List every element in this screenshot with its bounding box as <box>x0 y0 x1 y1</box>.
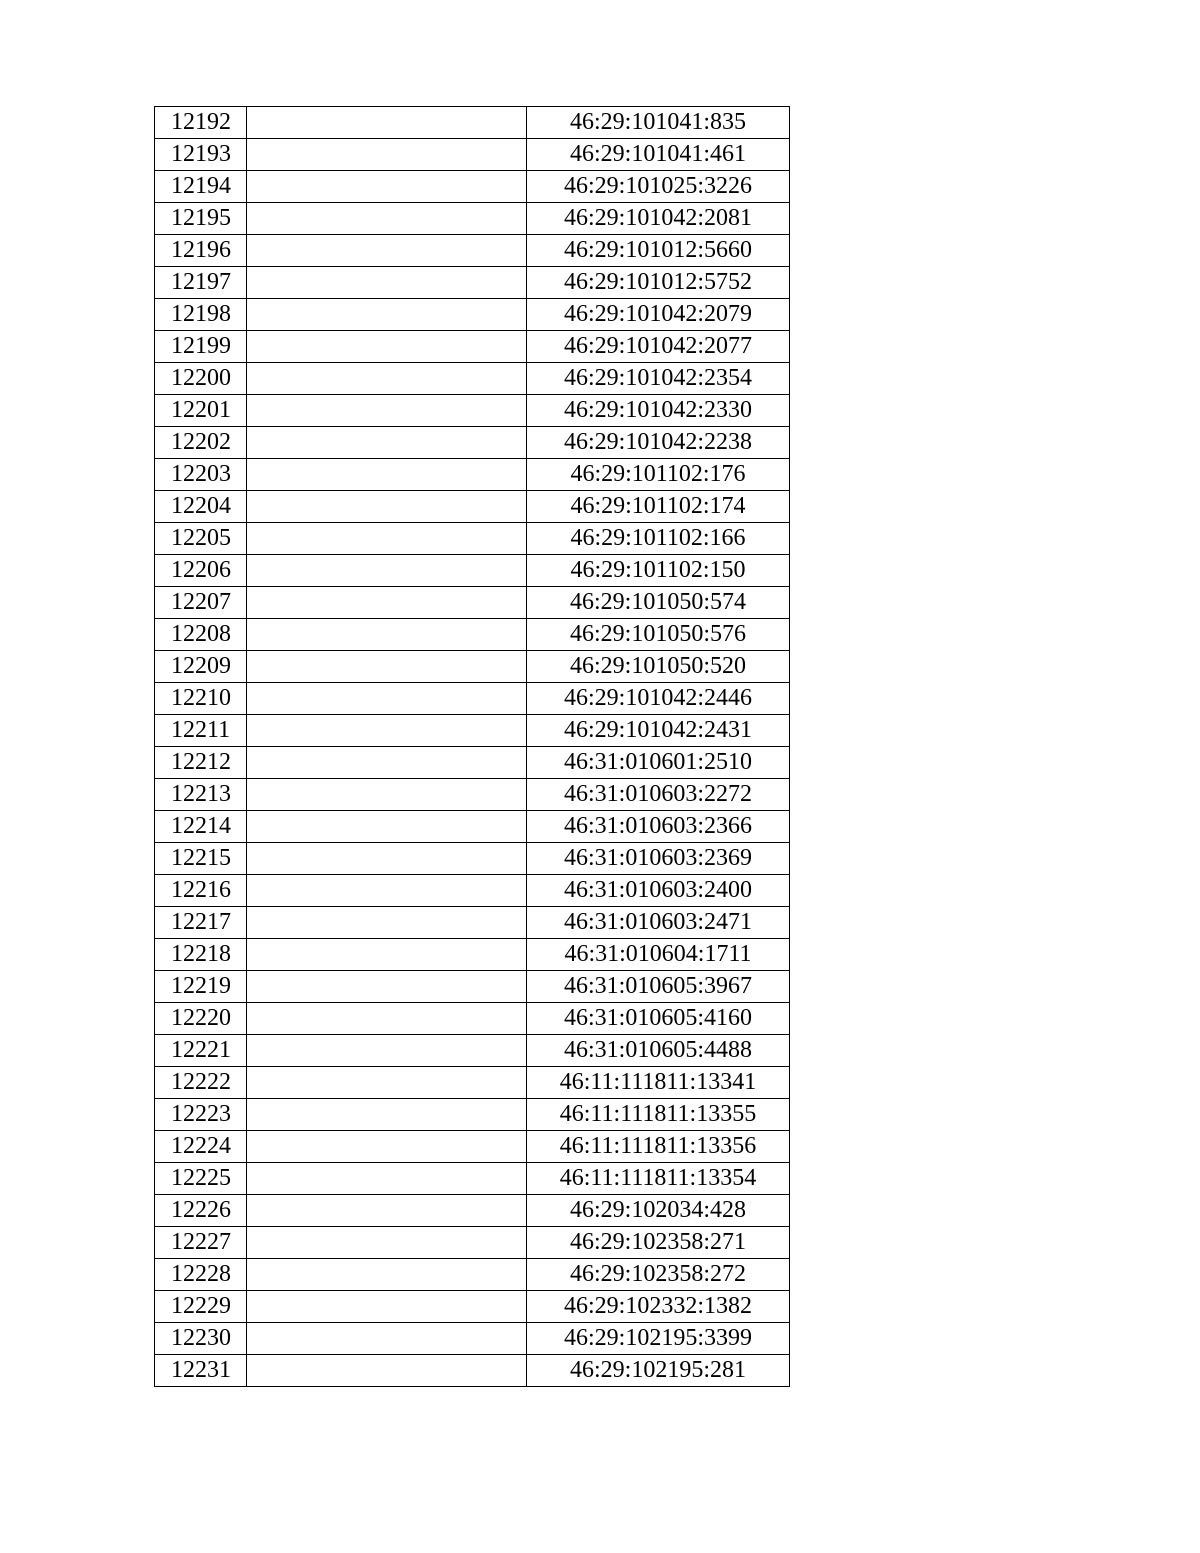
name-cell <box>247 331 527 363</box>
row-number-cell: 12219 <box>155 971 247 1003</box>
cadastral-number-cell: 46:11:111811:13341 <box>527 1067 790 1099</box>
cadastral-number-cell: 46:29:101102:166 <box>527 523 790 555</box>
table-row <box>155 1003 790 1035</box>
table-row <box>155 299 790 331</box>
name-cell <box>247 843 527 875</box>
row-number-cell: 12203 <box>155 459 247 491</box>
row-number-cell: 12207 <box>155 587 247 619</box>
table-row <box>155 203 790 235</box>
row-number-cell: 12205 <box>155 523 247 555</box>
table-row <box>155 811 790 843</box>
table-row <box>155 1227 790 1259</box>
row-number-cell: 12221 <box>155 1035 247 1067</box>
name-cell <box>247 107 527 139</box>
row-number-cell: 12199 <box>155 331 247 363</box>
row-number-cell: 12196 <box>155 235 247 267</box>
name-cell <box>247 1195 527 1227</box>
name-cell <box>247 939 527 971</box>
name-cell <box>247 491 527 523</box>
name-cell <box>247 1323 527 1355</box>
table-row <box>155 651 790 683</box>
table-row <box>155 715 790 747</box>
cadastral-number-cell: 46:29:101042:2354 <box>527 363 790 395</box>
name-cell <box>247 747 527 779</box>
row-number-cell: 12210 <box>155 683 247 715</box>
name-cell <box>247 971 527 1003</box>
name-cell <box>247 299 527 331</box>
row-number-cell: 12201 <box>155 395 247 427</box>
row-number-cell: 12213 <box>155 779 247 811</box>
name-cell <box>247 203 527 235</box>
table-row <box>155 395 790 427</box>
cadastral-number-cell: 46:29:102358:272 <box>527 1259 790 1291</box>
cadastral-number-cell: 46:29:101050:520 <box>527 651 790 683</box>
cadastral-number-cell: 46:29:102195:3399 <box>527 1323 790 1355</box>
cadastral-number-cell: 46:29:101041:835 <box>527 107 790 139</box>
row-number-cell: 12225 <box>155 1163 247 1195</box>
cadastral-number-cell: 46:11:111811:13355 <box>527 1099 790 1131</box>
name-cell <box>247 1291 527 1323</box>
name-cell <box>247 1131 527 1163</box>
cadastral-number-cell: 46:29:101050:574 <box>527 587 790 619</box>
row-number-cell: 12222 <box>155 1067 247 1099</box>
name-cell <box>247 1259 527 1291</box>
table-row <box>155 619 790 651</box>
row-number-cell: 12209 <box>155 651 247 683</box>
row-number-cell: 12192 <box>155 107 247 139</box>
cadastral-number-cell: 46:29:101042:2330 <box>527 395 790 427</box>
table-row <box>155 555 790 587</box>
cadastral-table <box>154 106 790 1387</box>
table-row <box>155 747 790 779</box>
table-row <box>155 107 790 139</box>
table-row <box>155 491 790 523</box>
row-number-cell: 12220 <box>155 1003 247 1035</box>
table-row <box>155 523 790 555</box>
name-cell <box>247 1003 527 1035</box>
table-row <box>155 683 790 715</box>
cadastral-number-cell: 46:29:101102:176 <box>527 459 790 491</box>
name-cell <box>247 875 527 907</box>
table-row <box>155 1131 790 1163</box>
name-cell <box>247 395 527 427</box>
table-row <box>155 971 790 1003</box>
row-number-cell: 12218 <box>155 939 247 971</box>
table-row <box>155 1163 790 1195</box>
row-number-cell: 12217 <box>155 907 247 939</box>
table-row <box>155 1291 790 1323</box>
table-row <box>155 939 790 971</box>
name-cell <box>247 779 527 811</box>
cadastral-number-cell: 46:31:010605:3967 <box>527 971 790 1003</box>
cadastral-number-cell: 46:31:010605:4160 <box>527 1003 790 1035</box>
name-cell <box>247 523 527 555</box>
table-row <box>155 907 790 939</box>
name-cell <box>247 555 527 587</box>
table-row <box>155 779 790 811</box>
name-cell <box>247 1163 527 1195</box>
table-row <box>155 875 790 907</box>
name-cell <box>247 587 527 619</box>
table-row <box>155 139 790 171</box>
table-body <box>155 107 790 1387</box>
name-cell <box>247 171 527 203</box>
table-row <box>155 331 790 363</box>
name-cell <box>247 811 527 843</box>
name-cell <box>247 1067 527 1099</box>
name-cell <box>247 1099 527 1131</box>
table-row <box>155 587 790 619</box>
cadastral-number-cell: 46:31:010603:2272 <box>527 779 790 811</box>
row-number-cell: 12212 <box>155 747 247 779</box>
cadastral-number-cell: 46:29:101042:2446 <box>527 683 790 715</box>
cadastral-number-cell: 46:29:101042:2077 <box>527 331 790 363</box>
cadastral-number-cell: 46:29:101012:5752 <box>527 267 790 299</box>
name-cell <box>247 715 527 747</box>
name-cell <box>247 651 527 683</box>
cadastral-number-cell: 46:29:101042:2431 <box>527 715 790 747</box>
cadastral-number-cell: 46:29:101102:174 <box>527 491 790 523</box>
row-number-cell: 12216 <box>155 875 247 907</box>
name-cell <box>247 267 527 299</box>
table-row <box>155 267 790 299</box>
row-number-cell: 12227 <box>155 1227 247 1259</box>
name-cell <box>247 427 527 459</box>
cadastral-number-cell: 46:29:102034:428 <box>527 1195 790 1227</box>
row-number-cell: 12224 <box>155 1131 247 1163</box>
name-cell <box>247 683 527 715</box>
cadastral-number-cell: 46:31:010603:2400 <box>527 875 790 907</box>
cadastral-number-cell: 46:31:010604:1711 <box>527 939 790 971</box>
row-number-cell: 12197 <box>155 267 247 299</box>
cadastral-number-cell: 46:11:111811:13356 <box>527 1131 790 1163</box>
name-cell <box>247 619 527 651</box>
cadastral-number-cell: 46:29:101042:2238 <box>527 427 790 459</box>
row-number-cell: 12214 <box>155 811 247 843</box>
name-cell <box>247 907 527 939</box>
cadastral-number-cell: 46:31:010603:2369 <box>527 843 790 875</box>
table-row <box>155 1195 790 1227</box>
row-number-cell: 12211 <box>155 715 247 747</box>
cadastral-number-cell: 46:29:101042:2081 <box>527 203 790 235</box>
row-number-cell: 12208 <box>155 619 247 651</box>
table-row <box>155 1099 790 1131</box>
row-number-cell: 12223 <box>155 1099 247 1131</box>
table-row <box>155 1323 790 1355</box>
row-number-cell: 12202 <box>155 427 247 459</box>
row-number-cell: 12195 <box>155 203 247 235</box>
cadastral-number-cell: 46:29:101102:150 <box>527 555 790 587</box>
row-number-cell: 12231 <box>155 1355 247 1387</box>
cadastral-number-cell: 46:31:010605:4488 <box>527 1035 790 1067</box>
table-row <box>155 1259 790 1291</box>
cadastral-number-cell: 46:29:102195:281 <box>527 1355 790 1387</box>
row-number-cell: 12200 <box>155 363 247 395</box>
row-number-cell: 12198 <box>155 299 247 331</box>
name-cell <box>247 363 527 395</box>
table-row <box>155 235 790 267</box>
table-row <box>155 1355 790 1387</box>
cadastral-number-cell: 46:29:102332:1382 <box>527 1291 790 1323</box>
table-row <box>155 459 790 491</box>
cadastral-number-cell: 46:31:010603:2366 <box>527 811 790 843</box>
cadastral-number-cell: 46:29:101025:3226 <box>527 171 790 203</box>
row-number-cell: 12230 <box>155 1323 247 1355</box>
cadastral-number-cell: 46:29:101050:576 <box>527 619 790 651</box>
name-cell <box>247 139 527 171</box>
table-row <box>155 843 790 875</box>
table-row <box>155 171 790 203</box>
row-number-cell: 12204 <box>155 491 247 523</box>
table-row <box>155 427 790 459</box>
row-number-cell: 12228 <box>155 1259 247 1291</box>
name-cell <box>247 1355 527 1387</box>
row-number-cell: 12215 <box>155 843 247 875</box>
row-number-cell: 12193 <box>155 139 247 171</box>
name-cell <box>247 1227 527 1259</box>
table-row <box>155 1035 790 1067</box>
name-cell <box>247 1035 527 1067</box>
cadastral-number-cell: 46:31:010603:2471 <box>527 907 790 939</box>
row-number-cell: 12194 <box>155 171 247 203</box>
cadastral-number-cell: 46:29:101012:5660 <box>527 235 790 267</box>
name-cell <box>247 235 527 267</box>
cadastral-number-cell: 46:29:101041:461 <box>527 139 790 171</box>
cadastral-number-cell: 46:31:010601:2510 <box>527 747 790 779</box>
cadastral-number-cell: 46:29:102358:271 <box>527 1227 790 1259</box>
cadastral-number-cell: 46:29:101042:2079 <box>527 299 790 331</box>
table-row <box>155 363 790 395</box>
table-row <box>155 1067 790 1099</box>
name-cell <box>247 459 527 491</box>
row-number-cell: 12206 <box>155 555 247 587</box>
cadastral-number-cell: 46:11:111811:13354 <box>527 1163 790 1195</box>
row-number-cell: 12229 <box>155 1291 247 1323</box>
row-number-cell: 12226 <box>155 1195 247 1227</box>
